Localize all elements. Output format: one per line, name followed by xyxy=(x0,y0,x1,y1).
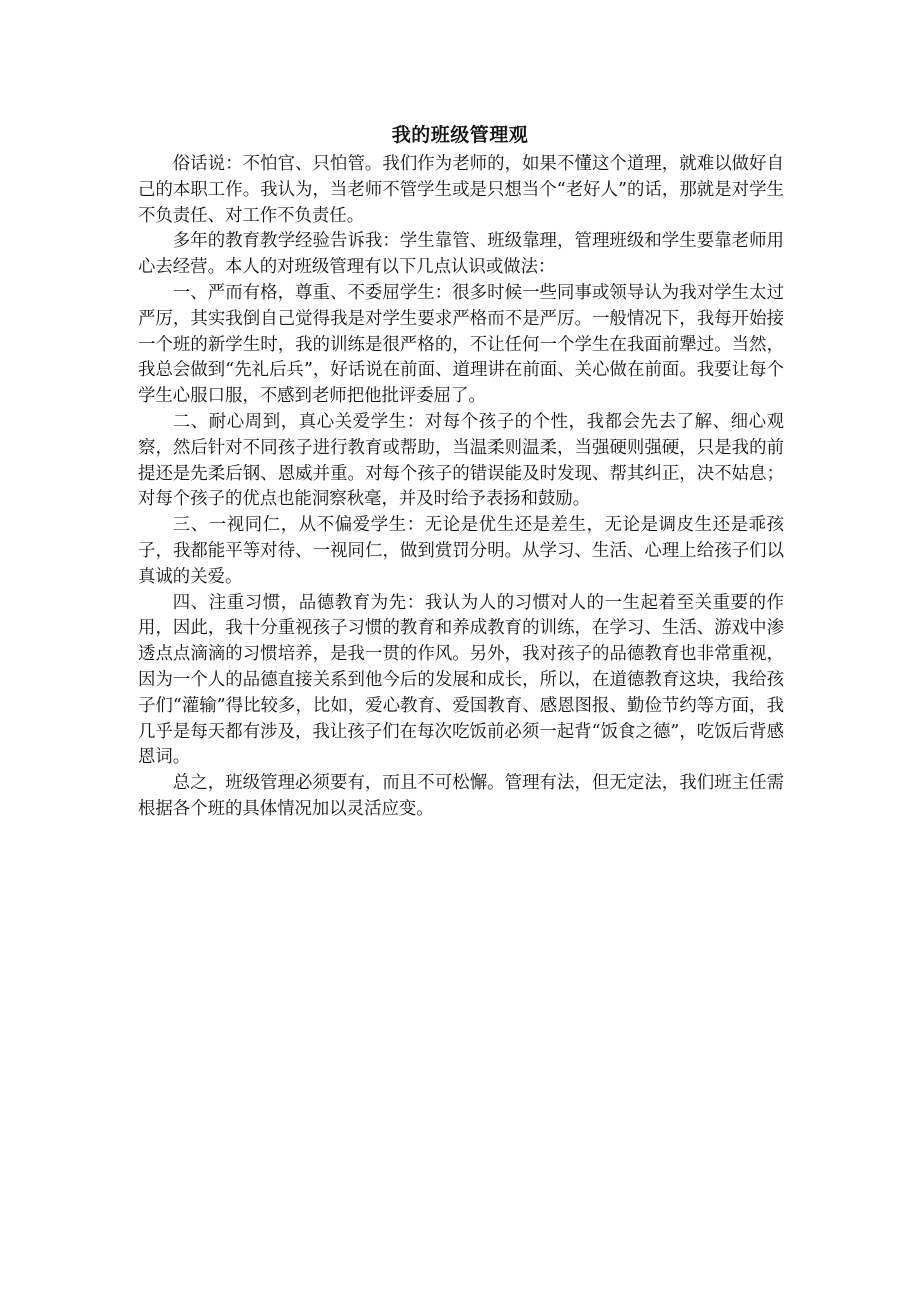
paragraph-point-one: 一、严而有格，尊重、不委屈学生：很多时候一些同事或领导认为我对学生太过严厉，其实我倒自己觉得我是对学生要求严格而不是严厉。一般情况下，我每开始接一个班的新学生时，我的训练是很严格的，不让任何一个学生在我面前犟过。当然，我总会做到“先礼后兵”，好话说在前面、道理讲在前面、关心做在前面。我要让每个学生心服口服，不感到老师把他批评委屈了。 xyxy=(138,282,784,407)
paragraph-intro: 俗话说：不怕官、只怕管。我们作为老师的，如果不懂这个道理，就难以做好自己的本职工作。我认为，当老师不管学生或是只想当个“老好人”的话，那就是对学生不负责任、对工作不负责任。 xyxy=(138,154,784,226)
paragraph-point-four: 四、注重习惯，品德教育为先：我认为人的习惯对人的一生起着至关重要的作用，因此，我十分重视孩子习惯的教育和养成教育的训练，在学习、生活、游戏中渗透点点滴滴的习惯培养，是我一贯的作风。另外，我对孩子的品德教育也非常重视，因为一个人的品德直接关系到他今后的发展和成长，所以，在道德教育这块，我给孩子们“灌输”得比较多，比如，爱心教育、爱国教育、感恩图报、勤俭节约等方面，我几乎是每天都有涉及，我让孩子们在每次吃饭前必须一起背“饭食之德”，吃饭后背感恩词。 xyxy=(138,592,784,768)
document-body xyxy=(138,152,784,823)
paragraph-point-two: 二、耐心周到，真心关爱学生：对每个孩子的个性，我都会先去了解、细心观察，然后针对不同孩子进行教育或帮助，当温柔则温柔，当强硬则强硬，只是我的前提还是先柔后钢、恩威并重。对每个孩子的错误能及时发现、帮其纠正，决不姑息；对每个孩子的优点也能洞察秋毫，并及时给予表扬和鼓励。 xyxy=(138,411,784,510)
paragraph-conclusion: 总之，班级管理必须要有，而且不可松懈。管理有法，但无定法，我们班主任需根据各个班的具体情况加以灵活应变。 xyxy=(138,773,784,819)
paragraph-experience: 多年的教育教学经验告诉我：学生靠管、班级靠理，管理班级和学生要靠老师用心去经营。本人的对班级管理有以下几点认识或做法： xyxy=(138,231,784,278)
paragraph-point-three: 三、一视同仁，从不偏爱学生：无论是优生还是差生，无论是调皮生还是乖孩子，我都能平等对待、一视同仁，做到赏罚分明。从学习、生活、心理上给孩子们以真诚的关爱。 xyxy=(138,515,784,587)
document-title: 我的班级管理观 xyxy=(391,124,529,146)
